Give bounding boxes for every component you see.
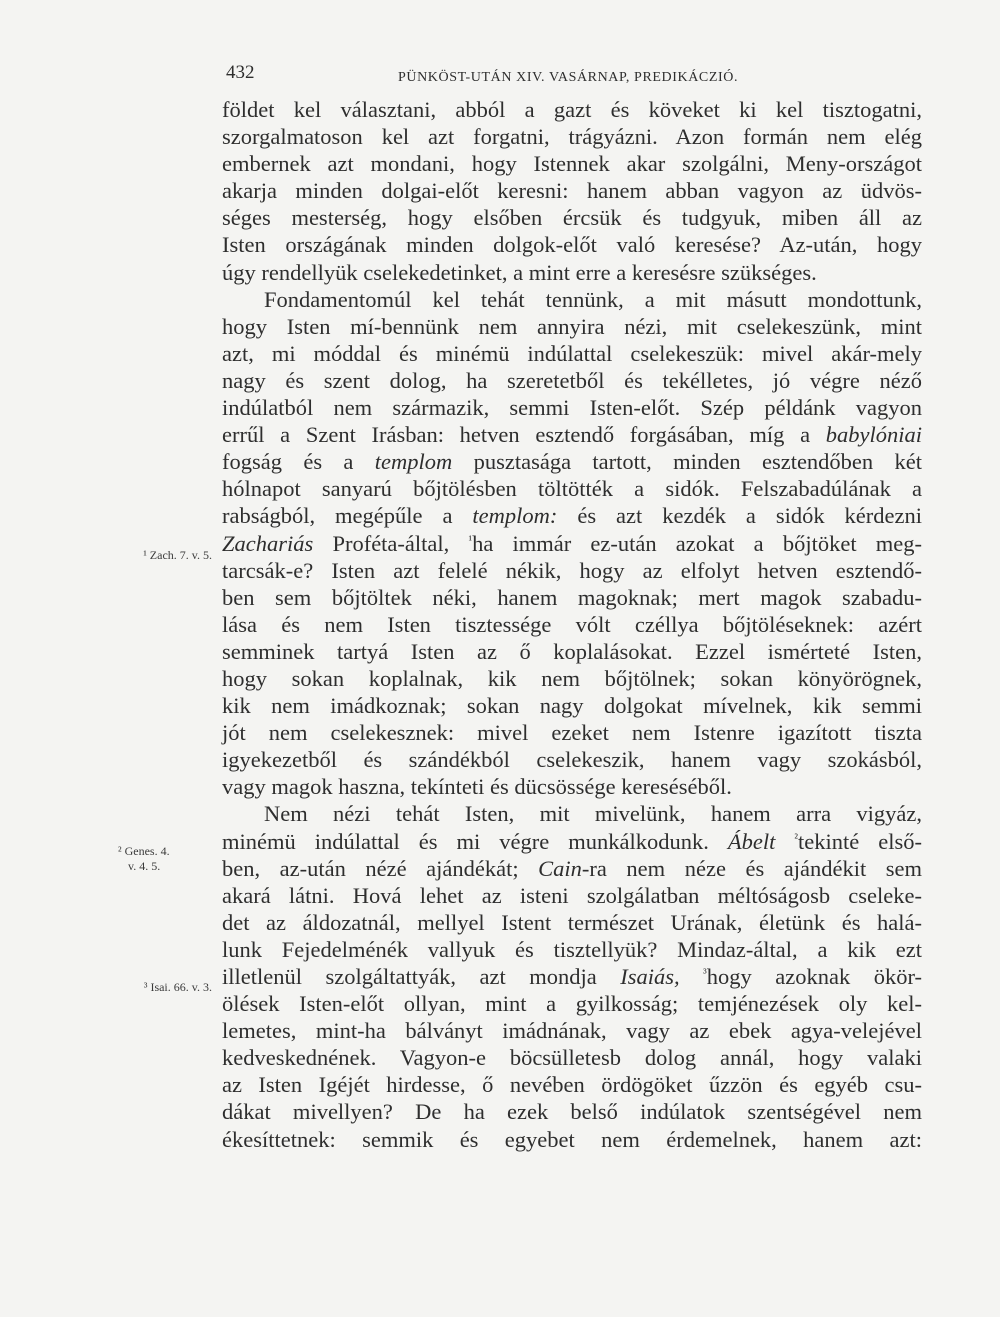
italic-term: Zachariás bbox=[222, 530, 314, 556]
text-line: jót nem cselekesznek: mivel ezeket nem Istenre igazított tiszta bbox=[222, 720, 922, 746]
text-line: Isten országának minden dolgok-előt való keresése? Az-után, hogy bbox=[222, 232, 922, 258]
text-line: ékesíttetnek: semmik és egyebet nem érdemelnek, hanem azt: bbox=[222, 1126, 922, 1152]
text-line: azt, mi móddal és minémü indúlattal cselekeszük: mivel akár-mely bbox=[222, 340, 922, 366]
italic-term: Isaiás, bbox=[620, 964, 680, 989]
text-line: dákat mivellyen? De ha ezek belső indúlatok szentségével nem bbox=[222, 1099, 922, 1125]
italic-term: babylóniai bbox=[825, 422, 922, 448]
text-line: az Isten Igéjét hirdesse, ő nevében ördögöket űzzön és egyéb csu- bbox=[222, 1072, 922, 1098]
margin-note-isai bbox=[108, 980, 212, 995]
text-line: ölések Isten-előt ollyan, mint a gyilkosság; temjénezések oly kel- bbox=[222, 991, 922, 1017]
text-segment: minémü indúlattal és mi végre munkálkodunk. bbox=[222, 828, 728, 854]
text-segment: errűl a Szent Irásban: hetven esztendő forgásában, míg a bbox=[222, 422, 826, 448]
footnote-marker: ³ bbox=[703, 966, 707, 980]
italic-term: templom bbox=[374, 449, 453, 475]
text-segment: ben, az-után nézé ajándékát; bbox=[222, 855, 539, 881]
text-line: indúlatból nem származik, semmi Isten-előt. Szép példánk vagyon bbox=[222, 395, 922, 421]
text-line: ben sem bőjtöltek néki, hanem magoknak; mert magok szabadu- bbox=[222, 584, 922, 610]
text-line bbox=[222, 963, 922, 990]
text-segment: Proféta-által, bbox=[313, 530, 469, 556]
page-number: 432 bbox=[226, 62, 255, 83]
text-segment: rabságból, megépűle a bbox=[222, 503, 473, 529]
text-line: Fondamentomúl kel tehát tennünk, a mit másutt mondottunk, bbox=[264, 286, 922, 312]
text-line: det az áldozatnál, mellyel Istent természet Urának, életünk és halá- bbox=[222, 909, 922, 935]
text-line: hogy sokan koplalnak, kik nem bőjtölnek; sokan könyörögnek, bbox=[222, 665, 922, 691]
italic-term: Cain bbox=[538, 855, 582, 881]
running-title: PÜNKÖST-UTÁN XIV. VASÁRNAP, PREDIKÁCZIÓ. bbox=[398, 70, 739, 85]
text-line bbox=[222, 530, 922, 557]
text-line: séges mesterség, hogy elsőben ércsük és tudgyuk, miben áll az bbox=[222, 205, 922, 231]
text-line: úgy rendellyük cselekedetinket, a mint erre a keresésre szükséges. bbox=[222, 259, 817, 285]
text-segment: és azt kezdék a sidók kérdezni bbox=[557, 503, 923, 529]
margin-note-genes bbox=[118, 844, 222, 874]
margin-note-genes-line1: ² Genes. 4. bbox=[118, 844, 170, 858]
text-line: kik nem imádkoznak; sokan nagy dolgokat mívelnek, kik semmi bbox=[222, 693, 922, 719]
text-line: lása és nem Isten tisztessége vólt czéllya bőjtöléseknek: azért bbox=[222, 611, 922, 637]
text-line: hogy Isten mí-bennünk nem annyira nézi, mit cselekeszünk, mint bbox=[222, 313, 922, 339]
text-line: tarcsák-e? Isten azt felelé nékik, hogy az elfolyt hetven esztendő- bbox=[222, 557, 922, 583]
text-line: akará látni. Hová lehet az isteni szolgálatban méltóságosb cseleke- bbox=[222, 882, 922, 908]
text-segment: ha immár ez-után azokat a bőjtöket meg- bbox=[472, 530, 922, 556]
text-segment: fogság és a bbox=[222, 449, 375, 475]
text-line: embernek azt mondani, hogy Istennek akar szolgálni, Meny-országot bbox=[222, 151, 922, 177]
text-line bbox=[222, 421, 922, 448]
footnote-marker: ¹ bbox=[468, 532, 473, 547]
margin-note-zach-text: ¹ Zach. 7. v. 5. bbox=[143, 548, 212, 562]
italic-term: Ábelt bbox=[727, 828, 776, 854]
text-line: vagy magok haszna, tekínteti és dücsössége kereséséből. bbox=[222, 774, 732, 800]
text-line bbox=[222, 828, 922, 855]
text-line: akarja minden dolgai-előt keresni: hanem abban vagyon az üdvös- bbox=[222, 178, 922, 204]
text-line: kedveskednének. Vagyon-e böcsülletesb dolog annál, hogy valaki bbox=[222, 1045, 922, 1071]
margin-note-zach bbox=[108, 548, 212, 563]
text-line: semminek tartyá Isten az ő koplalásokat. Ezzel ismérteté Isten, bbox=[222, 638, 922, 664]
text-line: Nem nézi tehát Isten, mit mivelünk, hanem arra vigyáz, bbox=[264, 801, 922, 827]
text-line: hólnapot sanyarú bőjtölésben töltötték a sidók. Felszabadúlának a bbox=[222, 476, 922, 502]
text-line: nagy és szent dolog, ha szeretetből és tekélletes, jó végre néző bbox=[222, 367, 922, 393]
footnote-marker: ² bbox=[794, 830, 799, 845]
text-segment: -ra nem néze és ajándékit sem bbox=[581, 855, 922, 881]
text-segment: illetlenül szolgáltattyák, azt mondja bbox=[222, 964, 621, 989]
italic-term: templom: bbox=[472, 503, 558, 529]
text-segment: hogy azoknak ökör- bbox=[706, 964, 923, 989]
text-line bbox=[222, 448, 922, 475]
text-line: földet kel választani, abból a gazt és köveket ki kel tisztogatni, bbox=[222, 97, 922, 122]
text-line: igyekezetből és szándékból cselekeszik, hanem vagy szokásból, bbox=[222, 747, 922, 773]
text-segment bbox=[775, 829, 794, 854]
margin-note-genes-line2: v. 4. 5. bbox=[128, 859, 161, 873]
margin-note-isai-text: ³ Isai. 66. v. 3. bbox=[143, 980, 212, 994]
text-segment bbox=[680, 964, 704, 989]
text-line: lemetes, mint-ha bálványt imádnának, vagy az ebek agya-velejével bbox=[222, 1018, 922, 1044]
body-text bbox=[222, 96, 922, 1153]
text-segment: pusztasága tartott, minden esztendőben két bbox=[452, 449, 923, 475]
text-line bbox=[222, 855, 922, 882]
text-line bbox=[222, 502, 922, 529]
text-line: lunk Fejedelménék vallyuk és tisztellyük? Mindaz-által, a kik ezt bbox=[222, 936, 922, 962]
text-segment: tekinté első- bbox=[798, 828, 923, 854]
text-line: szorgalmatoson kel azt forgatni, trágyázni. Azon formán nem elég bbox=[222, 124, 922, 150]
